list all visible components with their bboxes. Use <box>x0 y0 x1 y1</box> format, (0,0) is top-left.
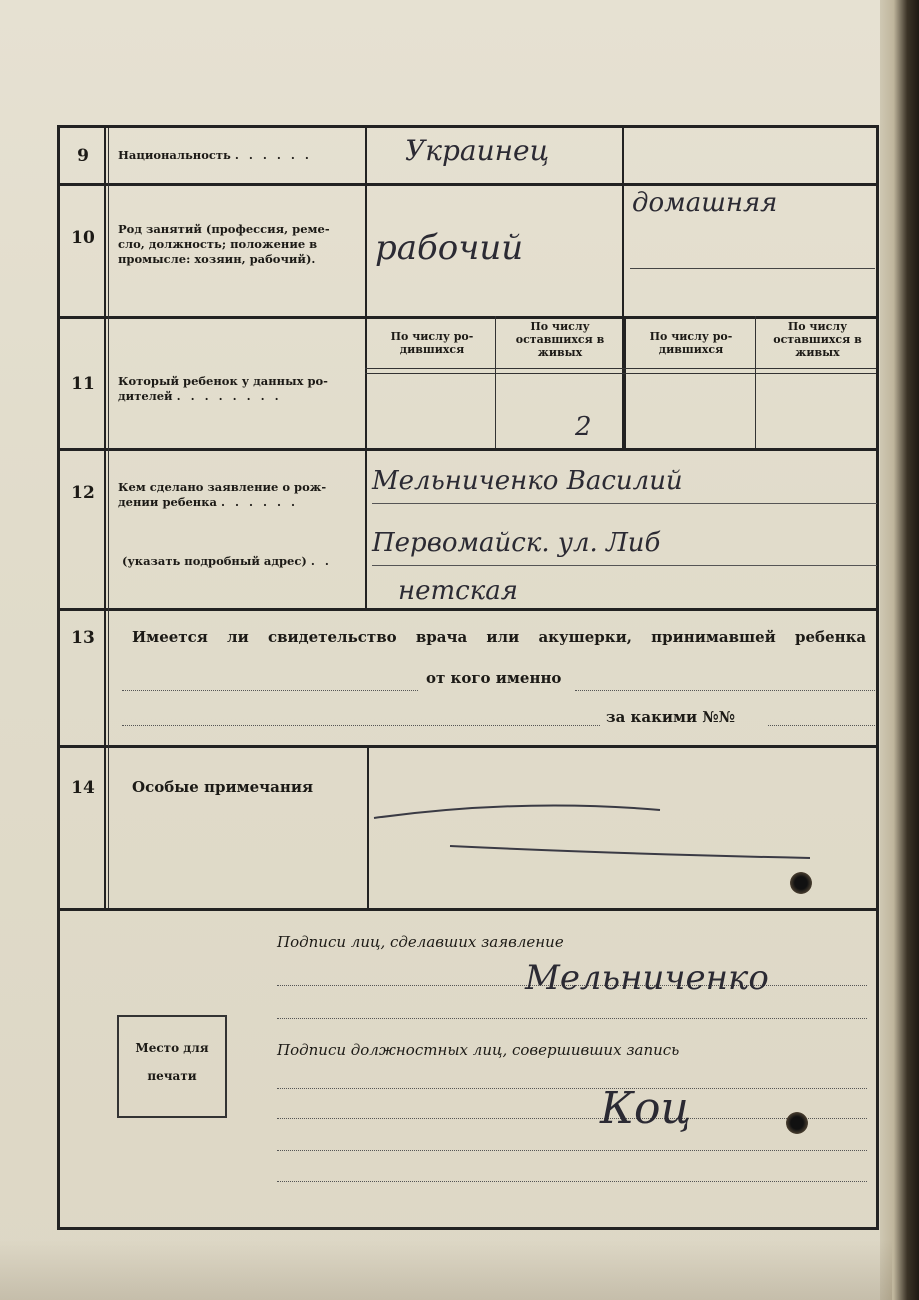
subcolumn-line <box>495 316 496 448</box>
row-divider <box>60 448 876 451</box>
declarant-name-value: Мельниченко Василий <box>372 466 683 496</box>
punch-hole <box>790 872 812 894</box>
row-number: 11 <box>71 374 95 394</box>
child-order-label: Который ребенок у данных ро- дителей . . . . . . . . <box>118 374 328 403</box>
row-number: 10 <box>71 228 95 248</box>
nationality-label: Национальность . . . . . . <box>118 148 312 162</box>
number-column-line <box>104 128 106 908</box>
fill-line <box>768 725 875 726</box>
child-order-value: 2 <box>575 412 592 442</box>
official-signature: Коц <box>600 1083 692 1134</box>
row-divider <box>60 908 876 911</box>
certificate-numbers-label: за какими №№ <box>606 708 736 726</box>
subcolumn-line <box>755 316 756 448</box>
certificate-from-whom-label: от кого именно <box>426 669 562 687</box>
row-number: 13 <box>71 628 95 648</box>
row-number: 9 <box>77 146 89 166</box>
declarant-address-value: Первомайск. ул. Либ <box>372 528 661 558</box>
label-column-line <box>367 745 369 908</box>
address-label: (указать подробный адрес) . . <box>122 554 332 568</box>
number-column-line <box>108 128 109 908</box>
fill-line <box>122 725 600 726</box>
subheader-line <box>365 368 876 369</box>
fill-line <box>630 268 875 269</box>
remarks-strike-lines <box>370 788 840 868</box>
declarant-signature: Мельниченко <box>525 958 769 998</box>
fill-line <box>372 503 877 504</box>
fill-line <box>277 1018 867 1019</box>
declarant-address-value-2: нетская <box>398 576 518 606</box>
page-shadow <box>0 1240 892 1300</box>
mother-alive-header: По числу оставшихся в живых <box>773 320 862 359</box>
punch-hole <box>786 1112 808 1134</box>
nationality-value: Украинец <box>405 134 550 167</box>
fill-line <box>575 690 875 691</box>
father-born-header: По числу ро- дившихся <box>390 330 474 356</box>
fill-line <box>277 1181 867 1182</box>
fill-line <box>122 690 418 691</box>
fill-line <box>277 1118 867 1119</box>
row-divider <box>60 608 876 611</box>
father-alive-header: По числу оставшихся в живых <box>515 320 605 359</box>
row-divider <box>60 183 876 186</box>
occupation-label: Род занятий (профессия, реме- сло, должность; положение в промысле: хозяин, рабочий). <box>118 222 330 266</box>
mother-occupation-value: домашняя <box>632 188 778 218</box>
row-divider <box>60 316 876 319</box>
father-occupation-value: рабочий <box>375 228 524 268</box>
declarants-signature-label: Подписи лиц, сделавших заявление <box>277 933 564 951</box>
row-divider <box>60 745 876 748</box>
fill-line <box>277 1150 867 1151</box>
row-number: 12 <box>71 483 95 503</box>
row-number: 14 <box>71 778 95 798</box>
declarant-label: Кем сделано заявление о рож- дении ребенка . . . . . . <box>118 480 327 509</box>
fill-line <box>277 1088 867 1089</box>
mother-born-header: По числу ро- дившихся <box>649 330 733 356</box>
certificate-question: Имеется ли свидетельство врача или акушерки, принимавшей ребенка <box>132 628 867 646</box>
parent-column-line <box>624 316 626 448</box>
remarks-label: Особые примечания <box>132 778 314 796</box>
stamp-placeholder: Место для печати <box>117 1015 227 1118</box>
binding-edge <box>880 0 919 1300</box>
subheader-line <box>365 373 876 374</box>
fill-line <box>372 565 877 566</box>
officials-signature-label: Подписи должностных лиц, совершивших запись <box>277 1041 680 1059</box>
